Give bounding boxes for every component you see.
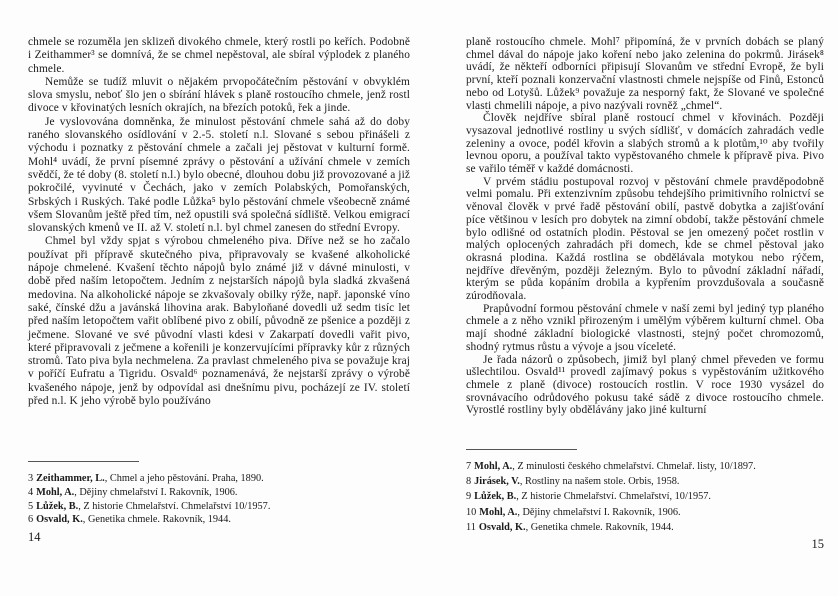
footnote-text: , Genetika chmele. Rakovník, 1944.: [82, 514, 231, 526]
footnote-author: Osvald, K.: [478, 521, 526, 533]
footnote: [466, 505, 824, 520]
right-page-body-text: [466, 36, 824, 417]
paragraph: Chmel byl vždy spjat s výrobou chmeleného piva. Dříve než se ho začalo používat při přípravě skutečného piva, připravovaly se kvašené alkoholické nápoje chmelené. Kvašení těchto nápojů bylo známé již v dávné minulosti, v době před naším letopočtem. Jedním z nejstarších nápojů byla sladká zkvašená medovina. Na alkoholické nápoje se zkvašovaly obilky rýže, např. japonské víno saké, čínské džu a javánská lihovina arak. Babyloňané dovedli už sedm tisíc let před naším letopočtem vařit oblíbené pivo z obilí, původně ze pšenice a později z ječmene. Slované ve své původní vlasti kdesi v Zakarpatí dovedli vařit pivo, které připravovali z ječmene a kořenili je konzervujícími přípravky kůr z různých stromů. Tato piva byla nechmelena. Za pravlast chmeleného piva se považuje kraj v poříčí Eufratu a Tigridu. Osvald⁶ poznamenává, že nejstarší zprávy o výrobě kvašeného nápoje, jenž by odpovídal asi dnešnímu pivu, pocházejí ze IV. století před n.l. K jeho výrobě bylo používáno: [28, 235, 410, 408]
footnote-number: 11: [466, 521, 476, 533]
footnote-number: 6: [28, 514, 34, 526]
footnote-number: 10: [466, 506, 477, 518]
left-page-footnotes: [28, 472, 410, 527]
footnote: [466, 520, 824, 535]
footnote-text: , Dějiny chmelařství I. Rakovník, 1906.: [74, 486, 238, 498]
footnote-separator: [28, 461, 139, 462]
paragraph: Je řada názorů o způsobech, jimiž byl planý chmel převeden ve formu ušlechtilou. Osvald¹¹ provedl zajímavý pokus s vypěstováním užitkového chmele z planě (divoce) rostoucích rostlin. V roce 1930 vysázel do srovnávacího odrůdového pokusu také sádě z divoce rostoucího chmele. Vyrostlé rostliny byly obdělávány jako jiné kulturní: [466, 353, 824, 417]
footnote-number: 5: [28, 500, 34, 512]
paragraph: chmele se rozuměla jen sklizeň divokého chmele, který rostli po keřích. Podobně i Zeithammer³ se domnívá, že se chmel nepěstoval, ale sbíral výplodek z planého chmele.: [28, 36, 410, 75]
paragraph: Člověk nejdříve sbíral planě rostoucí chmel v křovinách. Později vysazoval jednotlivé rostliny u svých sídlišť, v domácích zahradách vedle zeleniny a ovoce, podél křovin a slabých stromů a k plotům,¹⁰ aby tvořily levnou oporu, a používal takto vypěstovaného chmele k přípravě piva. Pivo se vařilo téměř v každé domácnosti.: [466, 112, 824, 176]
footnote-number: 7: [466, 461, 472, 472]
footnote: [28, 472, 410, 486]
paragraph: Je vyslovována domněnka, že minulost pěstování chmele sahá až do doby raného slovanského osídlování v 2.-5. století n.l. Slované s sebou přinášeli z východu i poznatky z pěstování chmele a začali jej pěstovat v kulturní formě. Mohl⁴ uvádí, že první písemné zprávy o pěstování a užívání chmele v zemích svědčí, že té doby (8. století n.l.) bylo obecné, dlouhou dobu již provozované a již pokročilé, vyvinuté v Čechách, jako v zemích Polabských, Pomořanských, Srbských i Ruských. Také podle Lůžka⁵ bylo pěstování chmele všeobecně známé všem Slovanům ještě před tím, než opustili svá společná sídliště. Velkou emigrací slovanských kmenů ve II. až V. století n.l. byl chmel zanesen do střední Evropy.: [28, 115, 410, 235]
footnote-number: 8: [466, 476, 472, 488]
footnote: [466, 474, 824, 489]
footnote: [28, 513, 410, 527]
paragraph: planě rostoucího chmele. Mohl⁷ připomíná, že v prvních dobách se planý chmel dával do nápoje jako koření nebo jako zelenina do pokrmů. Jirásek⁸ uvádí, že někteří odborníci připisují Slovanům ve střední Evropě, že byli první, kteří poznali konzervační vlastnosti chmele nejspíše od Finů, Estonců nebo od Lotyšů. Lůžek⁹ považuje za nesporný fakt, že Slované ve společné vlasti chmelili nápoje, a pivo nazývali rovněž „chmel“.: [466, 36, 824, 112]
footnote-author: Jirásek, V.: [474, 476, 520, 488]
footnote-author: Mohl, A.: [479, 506, 518, 518]
footnote-separator: [466, 449, 577, 450]
paragraph: Prapůvodní formou pěstování chmele v naší zemi byl jediný typ planého chmele a z něho vznikl přirozeným i umělým výběrem kulturní chmel. Oba mají shodné základní biologické vlastnosti, stejný počet chromozomů, shodný rytmus růstu a vývoje a jsou víceleté.: [466, 302, 824, 353]
footnote-text: , Genetika chmele. Rakovník, 1944.: [525, 521, 674, 533]
paragraph: Nemůže se tudíž mluvit o nějakém prvopočátečním pěstování v obvyklém slova smyslu, neboť šlo jen o sbírání hlávek s planě rostoucího chmele, jenž rostl divoce v křovinatých lesních okrajích, na březích potoků, řek a jinde.: [28, 75, 410, 115]
footnote-text: , Rostliny na našem stole. Orbis, 1958.: [519, 476, 680, 488]
footnote: [466, 459, 824, 474]
page-number-right: 15: [811, 537, 824, 551]
footnote-number: 3: [28, 473, 34, 484]
right-page-footnotes: [466, 459, 824, 535]
footnote-author: Lůžek, B.: [36, 500, 79, 512]
paragraph: V prvém stádiu postupoval rozvoj v pěstování chmele pravděpodobně velmi pomalu. Při extenzivním způsobu tehdejšího primitivního rolnictví se věnoval člověk v prvé řadě pěstování obilí, pastvě dobytka a zajišťování píce většinou v lesích pro dobytek na zimní období, takže pěstování chmele bylo odlišné od ostatních plodin. Pěstoval se jen omezený počet rostlin v malých oplocených zahradách při domech, kde se chmel pěstoval jako okrasná plodina. Každá rostlina se obdělávala motykou nebo rýčem, nejdříve dřevěným, později železným. Bylo to původní základní nářadí, kterým se půda kopáním drobila a kypřením provzdušovala a současně zúrodňovala.: [466, 175, 824, 303]
footnote-number: 9: [466, 491, 472, 503]
footnote-author: Osvald, K.: [36, 514, 83, 526]
footnote-text: , Chmel a jeho pěstování. Praha, 1890.: [104, 473, 264, 484]
footnote-text: , Dějiny chmelařství I. Rakovník, 1906.: [517, 506, 681, 518]
footnote-number: 4: [28, 486, 34, 498]
footnote-author: Mohl, A.: [36, 486, 75, 498]
footnote-author: Lůžek, B.: [474, 491, 517, 503]
footnote-text: , Z historie Chmelařství. Chmelařství 10/1957.: [78, 500, 271, 512]
footnote-text: , Z historie Chmelařství. Chmelařství, 10/1957.: [516, 491, 711, 503]
footnote-author: Mohl, A.: [474, 461, 513, 472]
footnote: [466, 489, 824, 504]
page-number-left: 14: [28, 530, 41, 544]
footnote-text: , Z minulosti českého chmelařství. Chmelař. listy, 10/1897.: [512, 461, 756, 472]
footnote: [28, 500, 410, 514]
footnote: [28, 486, 410, 500]
footnote-author: Zeithammer, L.: [36, 473, 105, 484]
left-page-body-text: [28, 36, 410, 408]
